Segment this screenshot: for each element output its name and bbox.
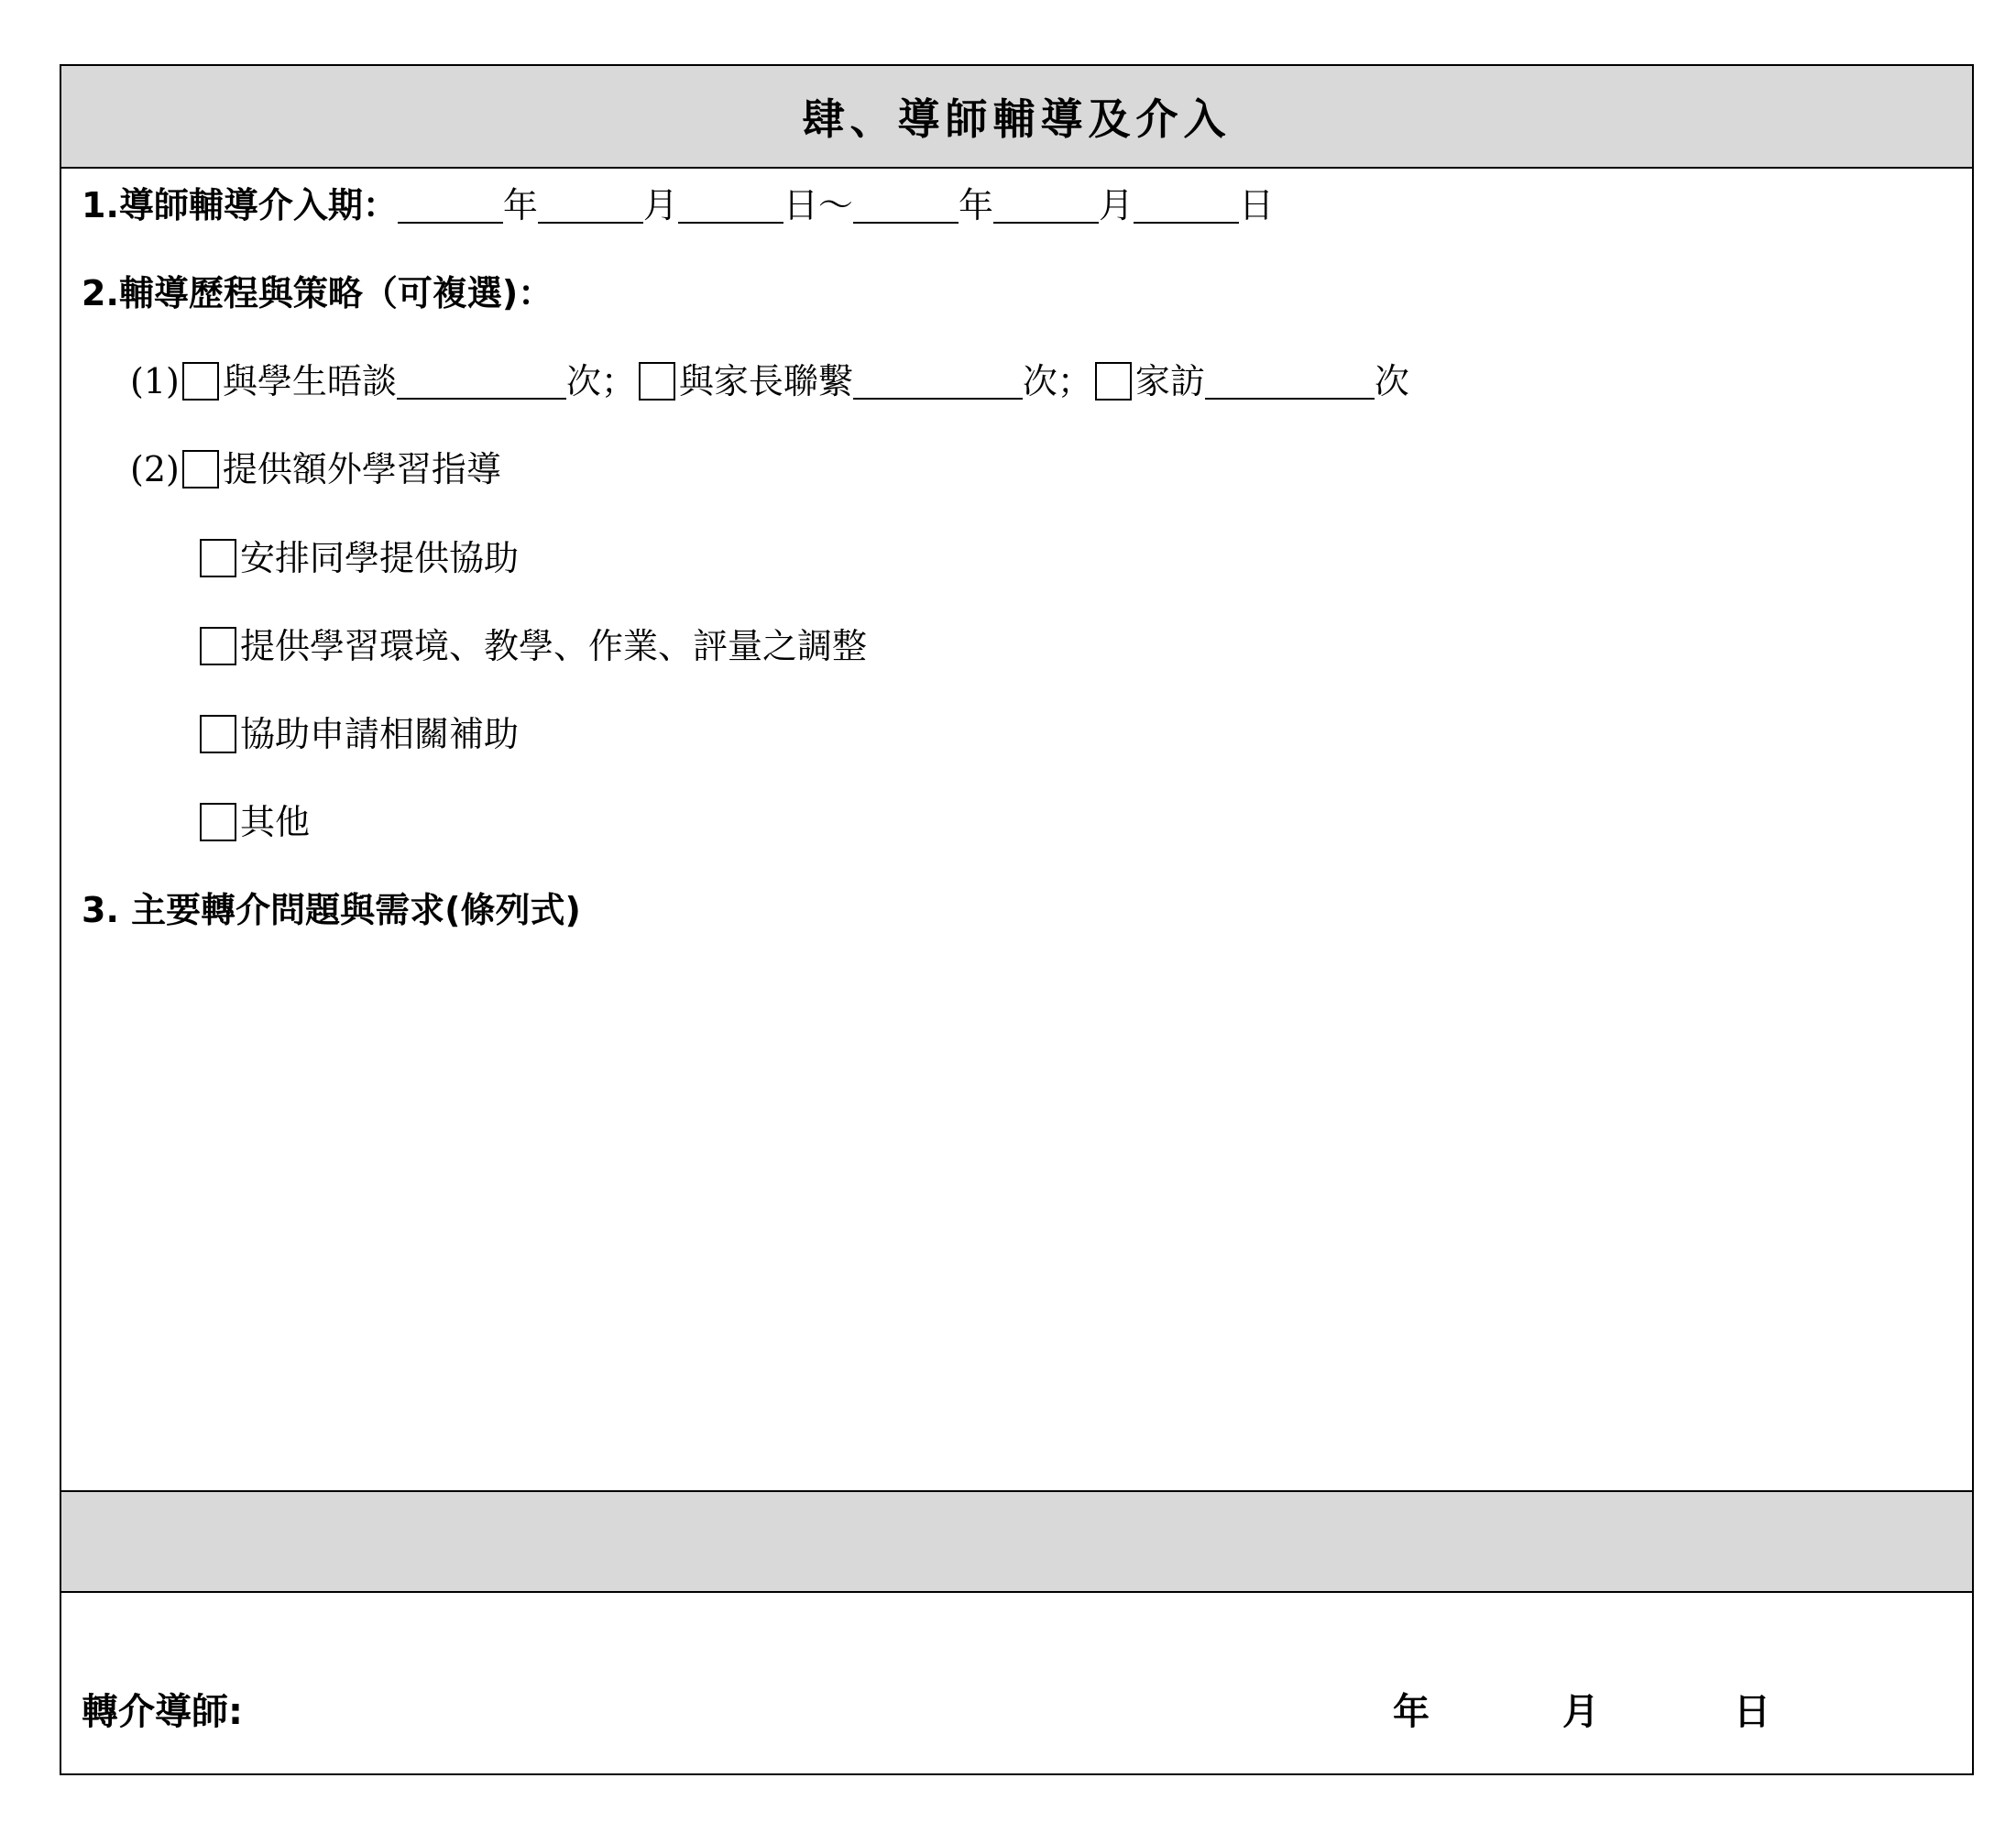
- contact-parent-checkbox[interactable]: [639, 362, 675, 401]
- section-title: 肆、導師輔導及介入: [802, 94, 1232, 144]
- end-month-field[interactable]: [993, 187, 1099, 224]
- talk-student-label: 與學生晤談: [222, 361, 397, 401]
- start-month-unit: 月: [642, 185, 678, 225]
- start-year-field[interactable]: [398, 187, 503, 224]
- end-day-field[interactable]: [1134, 187, 1239, 224]
- option-other: [197, 795, 310, 850]
- home-visit-times: 次: [1374, 361, 1409, 401]
- strategy-row-1: [130, 354, 1409, 409]
- end-year-field[interactable]: [853, 187, 959, 224]
- row1-prefix: (1): [130, 361, 180, 401]
- peer-help-checkbox[interactable]: [200, 539, 236, 577]
- peer-help-label: 安排同學提供協助: [240, 538, 520, 578]
- subsidy-label: 協助申請相關補助: [240, 714, 520, 754]
- contact-parent-label: 與家長聯繫: [678, 361, 853, 401]
- referral-issues-heading: [82, 883, 581, 938]
- intervention-period-label: 1.導師輔導介入期：: [82, 185, 398, 225]
- home-visit-checkbox[interactable]: [1095, 362, 1132, 401]
- home-visit-label: 家訪: [1134, 361, 1205, 401]
- option-adjustment: [197, 619, 867, 674]
- start-month-field[interactable]: [538, 187, 643, 224]
- talk-student-count-field[interactable]: [397, 363, 566, 400]
- row2-prefix: (2): [130, 449, 180, 489]
- option-subsidy: [197, 707, 519, 762]
- referral-teacher-label: 轉介導師:: [82, 1691, 243, 1733]
- signature-month-label: 月: [1562, 1691, 1599, 1733]
- other-checkbox[interactable]: [200, 803, 236, 841]
- referral-issues-area[interactable]: [82, 946, 1951, 1468]
- talk-student-checkbox[interactable]: [182, 362, 219, 401]
- end-day-unit: 日: [1238, 185, 1274, 225]
- talk-student-times: 次；: [565, 361, 636, 401]
- end-month-unit: 月: [1098, 185, 1134, 225]
- end-year-unit: 年: [958, 185, 993, 225]
- start-year-unit: 年: [502, 185, 538, 225]
- adjustment-label: 提供學習環境、教學、作業、評量之調整: [240, 626, 868, 666]
- gray-divider-band: [61, 1490, 1972, 1593]
- signature-day-label: 日: [1734, 1691, 1770, 1733]
- extra-guidance-checkbox[interactable]: [182, 450, 219, 488]
- option-peer-help: [197, 531, 519, 586]
- signature-year-label: 年: [1393, 1691, 1430, 1733]
- start-day-unit: 日～: [783, 185, 853, 225]
- strategy-heading: [82, 266, 553, 321]
- contact-parent-times: 次；: [1022, 361, 1092, 401]
- referral-issues-label: 3. 主要轉介問題與需求(條列式): [82, 890, 581, 930]
- strategy-row-2: [130, 442, 501, 497]
- extra-guidance-label: 提供額外學習指導: [222, 449, 501, 489]
- section-header: [61, 66, 1972, 169]
- contact-parent-count-field[interactable]: [853, 363, 1023, 400]
- strategy-label: 2.輔導歷程與策略（可複選)：: [82, 273, 553, 313]
- subsidy-checkbox[interactable]: [200, 715, 236, 753]
- home-visit-count-field[interactable]: [1205, 363, 1375, 400]
- intervention-period-row: [82, 178, 1274, 233]
- guidance-form: [60, 64, 1974, 1775]
- other-label: 其他: [240, 802, 311, 842]
- start-day-field[interactable]: [678, 187, 783, 224]
- adjustment-checkbox[interactable]: [200, 627, 236, 665]
